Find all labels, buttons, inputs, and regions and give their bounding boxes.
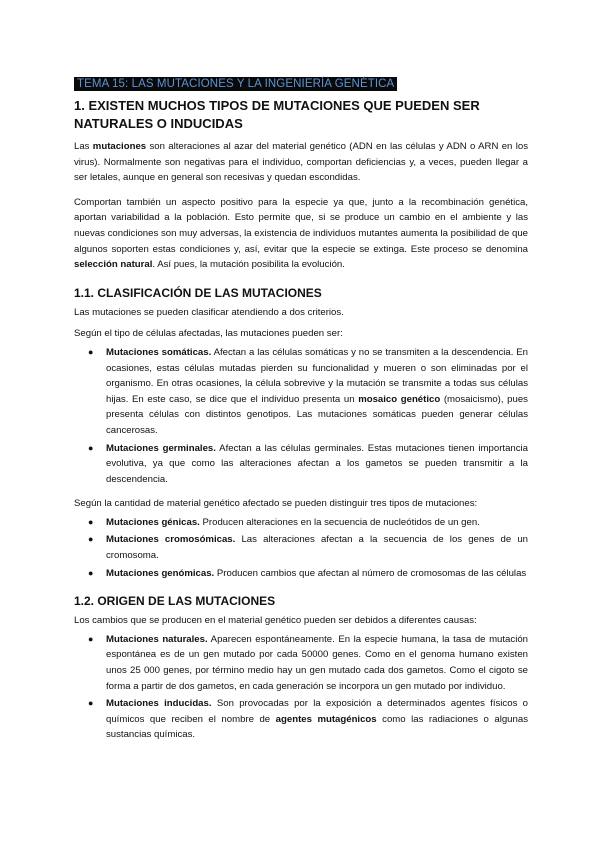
list-item: ● Mutaciones inducidas. Son provocadas por la exposición a determinados agentes físicos o químicos que reciben el nombre de agentes mutagénicos como las radiaciones o algunas sustancias químicas.	[88, 698, 528, 741]
list-item: ● Mutaciones génicas. Producen alteraciones en la secuencia de nucleótidos de un gen.	[74, 515, 528, 531]
list-item: ● Mutaciones naturales. Aparecen espontáneamente. En la especie humana, la tasa de mutación espontánea es de un gen mutado por cada 50000 genes. Como en el genoma humano existen unos 25 000 genes, por término medio hay un gen mutado cada dos gametos. Como el cigoto se forma a partir de dos gametos, en cada generación se incorpora un gen mutado por individuo.	[88, 633, 528, 692]
section-1-1-heading: 1.1. CLASIFICACIÓN DE LAS MUTACIONES	[74, 285, 322, 300]
amount-list	[74, 515, 528, 581]
amount-criterion-intro: Según la cantidad de material genético afectado se pueden distinguir tres tipos de mutaciones:	[74, 498, 478, 510]
list-item: ● Mutaciones cromosómicas. Las alteraciones afectan a la secuencia de los genes de un cromosoma.	[88, 534, 528, 562]
bullet-icon: ●	[88, 516, 94, 527]
list-item: ● Mutaciones genómicas. Producen cambios que afectan al número de cromosomas de las células	[74, 566, 528, 582]
bullet-icon: ●	[88, 346, 94, 357]
bullet-icon: ●	[88, 698, 94, 709]
bullet-icon: ●	[88, 534, 94, 545]
section-1-2-heading: 1.2. ORIGEN DE LAS MUTACIONES	[74, 594, 276, 609]
bullet-icon: ●	[88, 442, 94, 453]
bullet-icon: ●	[88, 567, 94, 578]
section-1-1-intro: Las mutaciones se pueden clasificar atendiendo a dos criterios.	[74, 306, 344, 318]
section-1-paragraph-1: Las mutaciones son alteraciones al azar del material genético (ADN en las células y ADN o ARN en los virus). Normalmente son negativas para el individuo, comportan deficiencias y, a veces, pueden llegar a ser letales, aunque en general son recesivas y quedan escondidas.	[74, 141, 528, 184]
section-1-heading: 1. EXISTEN MUCHOS TIPOS DE MUTACIONES QUE PUEDEN SER NATURALES O INDUCIDAS	[74, 98, 480, 131]
list-item: ● Mutaciones germinales. Afectan a las células germinales. Estas mutaciones tienen importancia evolutiva, ya que como las alteraciones afectan a los gametos se pueden transmitir a la descendencia.	[88, 442, 528, 485]
cells-criterion-intro: Según el tipo de células afectadas, las mutaciones pueden ser:	[74, 328, 343, 340]
section-1-paragraph-2: Comportan también un aspecto positivo para la especie ya que, junto a la recombinación genética, aportan variabilidad a la población. Esto permite que, si se produce un cambio en el ambiente y las nuevas condiciones son muy adversas, la existencia de individuos mutantes aumenta la posibilidad de que algunos soporten estas condiciones y, así, evitar que la especie se extinga. Este proceso se denomina selección natural. Así pues, la mutación posibilita la evolución.	[74, 196, 528, 271]
cells-list	[74, 345, 528, 487]
section-1-2-intro: Los cambios que se producen en el material genético pueden ser debidos a diferentes causas:	[74, 615, 477, 627]
list-item: ● Mutaciones somáticas. Afectan a las células somáticas y no se transmiten a la descendencia. En ocasiones, estas células mutadas pierden su funcionalidad y mueren o son eliminadas por el organismo. En otras ocasiones, la célula sobrevive y la mutación se transmite a todas sus células hijas. En este caso, se dice que el individuo presenta un mosaico genético (mosaicismo), pues presenta células con distintos genotipos. Las mutaciones somáticas pueden generar células cancerosas.	[88, 346, 528, 436]
origin-list	[74, 632, 528, 743]
bullet-icon: ●	[88, 633, 94, 644]
document-title: TEMA 15: LAS MUTACIONES Y LA INGENIERÍA GENÉTICA	[74, 77, 397, 91]
